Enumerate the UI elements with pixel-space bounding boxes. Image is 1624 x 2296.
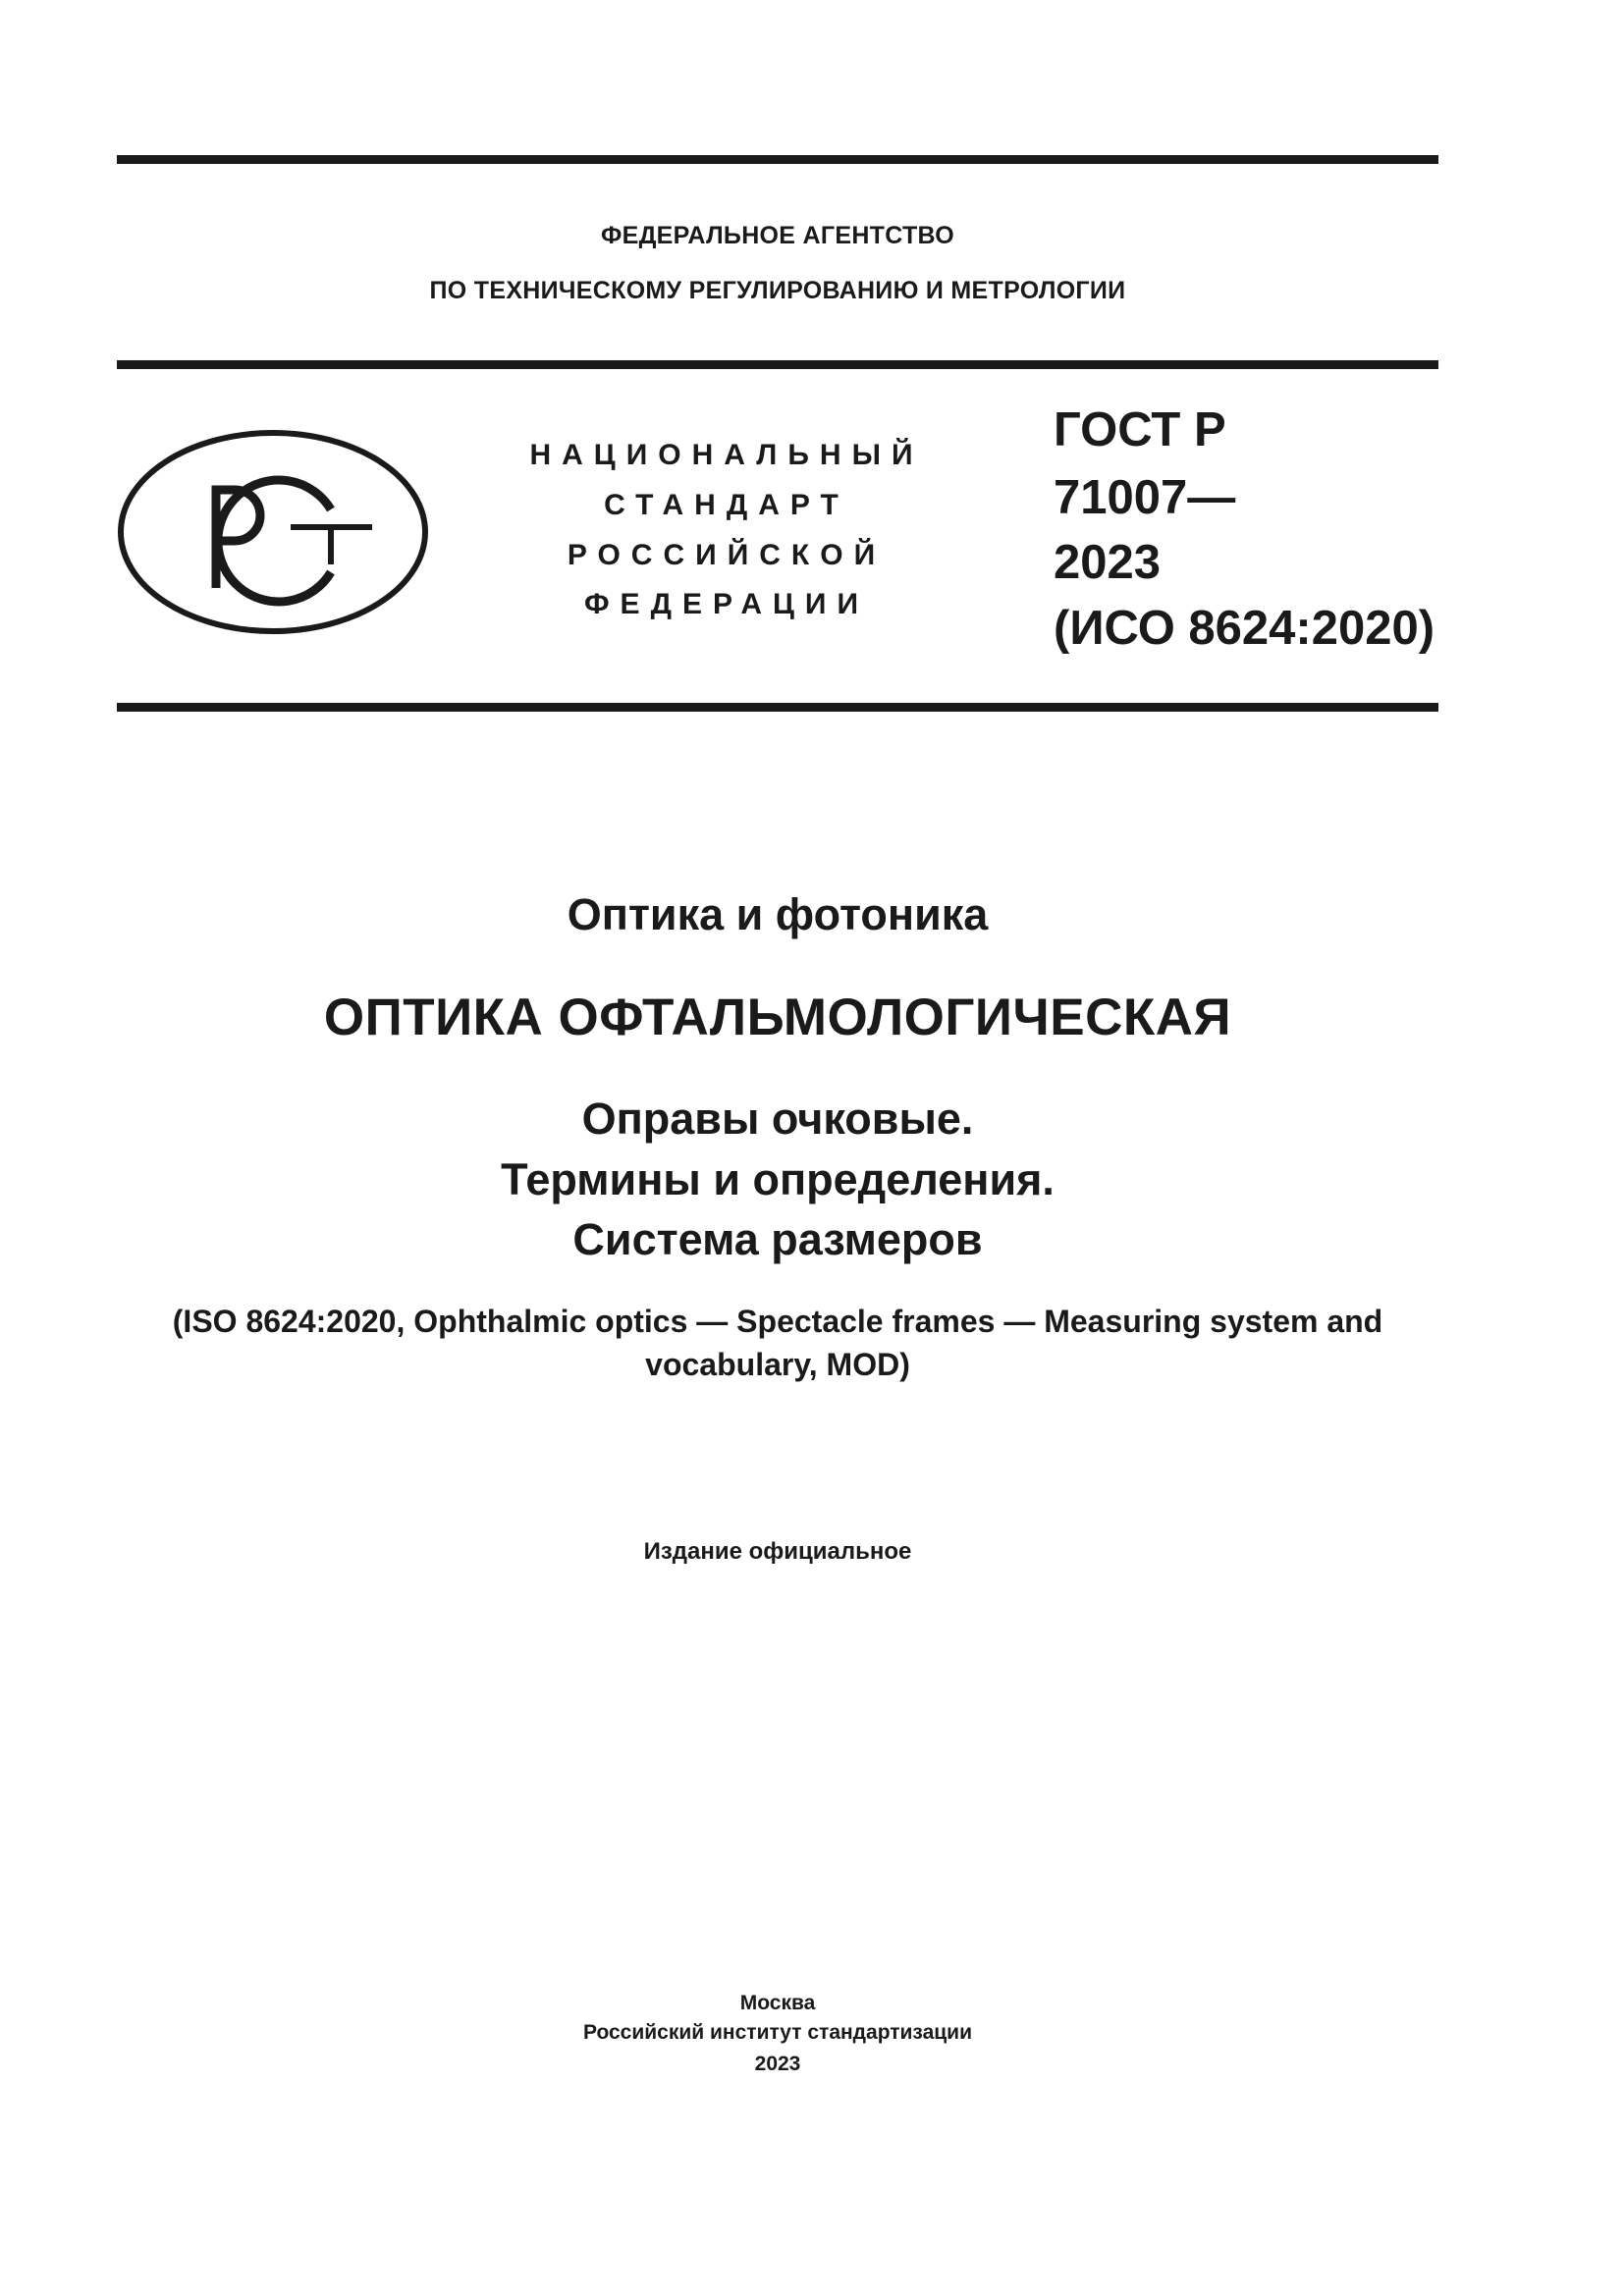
document-series-title: Оптика и фотоника xyxy=(567,889,989,939)
national-standard-line-1: НАЦИОНАЛЬНЫЙ xyxy=(529,439,924,471)
gost-designation-line-3: 2023 xyxy=(1054,536,1162,589)
agency-name-line-1: ФЕДЕРАЛЬНОЕ АГЕНТСТВО xyxy=(600,222,955,249)
imprint-city: Москва xyxy=(739,1992,816,2014)
gost-designation-line-1: ГОСТ Р xyxy=(1054,403,1226,456)
document-main-title: ОПТИКА ОФТАЛЬМОЛОГИЧЕСКАЯ xyxy=(323,988,1232,1046)
document-subtitle-line-1: Оправы очковые. xyxy=(581,1094,974,1144)
national-standard-line-4: ФЕДЕРАЦИИ xyxy=(583,588,870,620)
bottom-rule xyxy=(117,703,1438,712)
top-rule xyxy=(117,155,1438,164)
edition-label: Издание официальное xyxy=(643,1538,912,1565)
imprint-year: 2023 xyxy=(754,2053,801,2075)
gost-designation-line-4: (ИСО 8624:2020) xyxy=(1054,602,1435,655)
imprint-publisher: Российский институт стандартизации xyxy=(582,2021,973,2044)
agency-name-line-2: ПО ТЕХНИЧЕСКОМУ РЕГУЛИРОВАНИЮ И МЕТРОЛОГИИ xyxy=(429,277,1126,304)
national-standard-line-2: СТАНДАРТ xyxy=(604,489,849,521)
gost-designation-line-2: 71007— xyxy=(1054,471,1236,524)
document-subtitle-line-3: Система размеров xyxy=(572,1214,983,1264)
document-subtitle-line-2: Термины и определения. xyxy=(501,1154,1055,1204)
middle-rule xyxy=(117,360,1438,369)
national-standard-line-3: РОССИЙСКОЙ xyxy=(567,539,887,571)
iso-reference-line-1: (ISO 8624:2020, Ophthalmic optics — Spectacle frames — Measuring system and xyxy=(172,1304,1383,1339)
rst-certification-mark-icon xyxy=(117,429,429,635)
iso-reference-line-2: vocabulary, MOD) xyxy=(645,1347,910,1382)
